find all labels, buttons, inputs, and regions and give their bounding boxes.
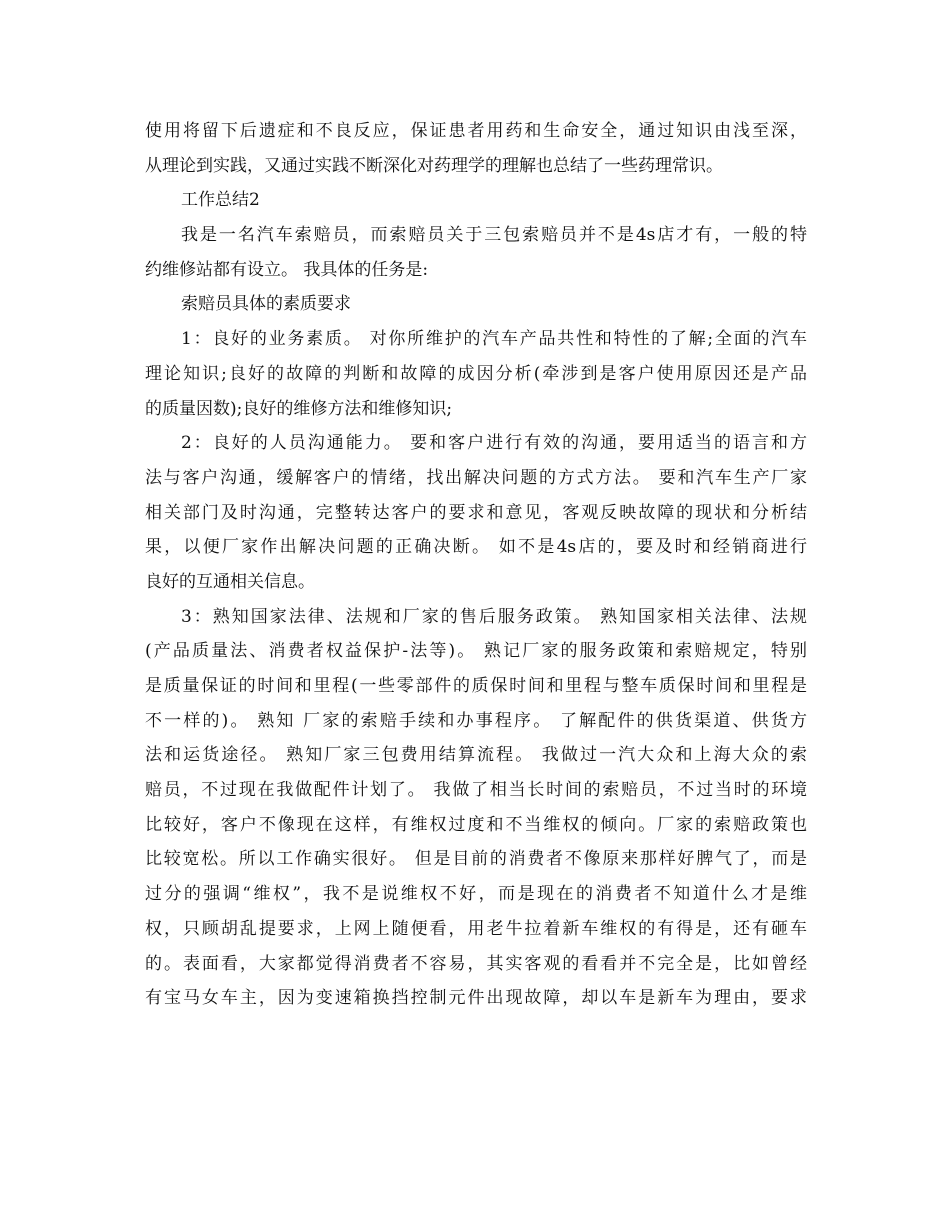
text-line: 1：良好的业务素质。 对你所维护的汽车产品共性和特性的了解;全面的汽车	[181, 329, 807, 350]
text-line: 权，只顾胡乱提要求，上网上随便看，用老牛拉着新车维权的有得是，还有砸车	[145, 918, 807, 939]
text-line: 我是一名汽车索赔员，而索赔员关于三包索赔员并不是4s店才有，一般的特	[181, 225, 807, 246]
text-line: 是质量保证的时间和里程(一些零部件的质保时间和里程与整车质保时间和里程是	[145, 676, 807, 696]
text-line: 比较宽松。所以工作确实很好。 但是目前的消费者不像原来那样好脾气了，而是	[145, 849, 807, 870]
document-body	[145, 114, 807, 1016]
text-line: 使用将留下后遗症和不良反应，保证患者用药和生命安全，通过知识由浅至深，	[145, 121, 807, 141]
text-line: 有宝马女车主，因为变速箱换挡控制元件出现故障，却以车是新车为理由，要求	[145, 988, 807, 1009]
text-line: 良好的互通相关信息。	[145, 571, 315, 592]
text-line: 的质量因数);良好的维修方法和维修知识;	[145, 398, 453, 419]
text-line: 比较好，客户不像现在这样，有维权过度和不当维权的倾向。厂家的索赔政策也	[145, 814, 807, 835]
text-line: 果，以便厂家作出解决问题的正确决断。 如不是4s店的，要及时和经销商进行	[145, 537, 807, 558]
text-line: 索赔员具体的素质要求	[181, 294, 351, 315]
text-line: 从理论到实践，又通过实践不断深化对药理学的理解也总结了一些药理常识。	[145, 155, 723, 176]
text-line: 约维修站都有设立。 我具体的任务是:	[145, 259, 429, 280]
text-line: 法与客户沟通，缓解客户的情绪，找出解决问题的方式方法。 要和汽车生产厂家	[145, 467, 807, 488]
text-line: 的。表面看，大家都觉得消费者不容易，其实客观的看看并不完全是，比如曾经	[145, 953, 807, 974]
text-line: 工作总结2	[181, 190, 260, 211]
text-line: 3：熟知国家法律、法规和厂家的售后服务政策。 熟知国家相关法律、法规	[181, 606, 807, 627]
text-line: 过分的强调“维权”，我不是说维权不好，而是现在的消费者不知道什么才是维	[145, 884, 807, 905]
text-line: 2：良好的人员沟通能力。 要和客户进行有效的沟通，要用适当的语言和方	[181, 433, 807, 454]
text-line: 法和运货途径。 熟知厂家三包费用结算流程。 我做过一汽大众和上海大众的索	[145, 745, 807, 766]
text-line: 赔员，不过现在我做配件计划了。 我做了相当长时间的索赔员，不过当时的环境	[145, 780, 807, 801]
text-line: 不一样的)。 熟知 厂家的索赔手续和办事程序。 了解配件的供货渠道、供货方	[145, 710, 807, 731]
text-line: 理论知识;良好的故障的判断和故障的成因分析(牵涉到是客户使用原因还是产品	[145, 363, 807, 384]
text-line: 相关部门及时沟通，完整转达客户的要求和意见，客观反映故障的现状和分析结	[145, 502, 807, 523]
text-line: (产品质量法、消费者权益保护-法等)。 熟记厂家的服务政策和索赔规定，特别	[145, 641, 807, 662]
